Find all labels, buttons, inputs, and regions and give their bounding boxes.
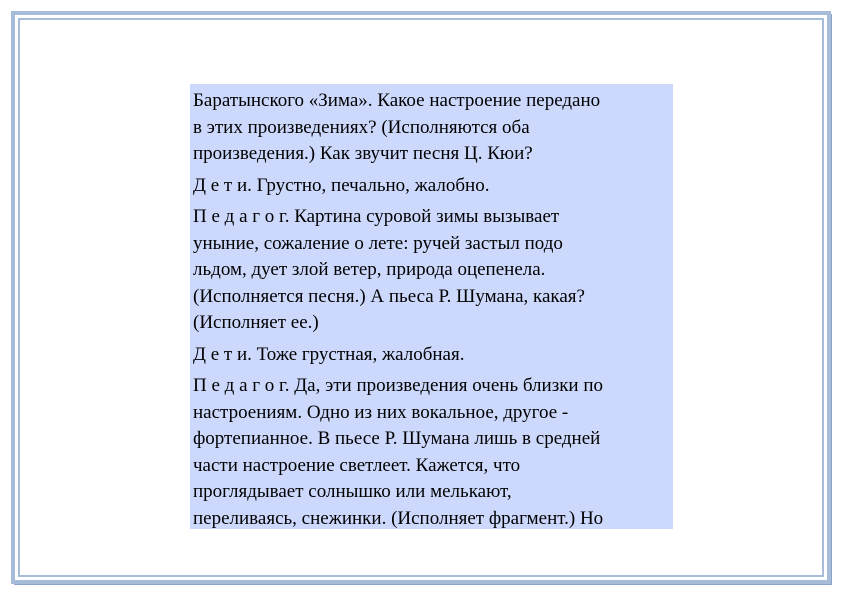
paragraph-children-reply-1: [193, 173, 669, 200]
text-line: П е д а г о г. Картина суровой зимы вызывает: [193, 206, 560, 227]
text-line: П е д а г о г. Да, эти произведения очень близки по: [193, 375, 604, 396]
paragraph-children-reply-2: [193, 342, 669, 369]
text-line: в этих произведениях? (Исполняются оба: [193, 116, 530, 138]
text-line: фортепианное. В пьесе Р. Шумана лишь в средней: [193, 428, 601, 449]
text-line: части настроение светлеет. Кажется, что: [193, 454, 521, 476]
text-line: переливаясь, снежинки. (Исполняет фрагмент.) Но: [193, 507, 604, 529]
paragraph-question: [193, 88, 669, 168]
text-line: настроениям. Одно из них вокальное, другое -: [193, 401, 569, 423]
text-line: льдом, дует злой ветер, природа оцепенела.: [193, 259, 546, 280]
text-line: Д е т и. Тоже грустная, жалобная.: [193, 343, 465, 365]
paragraph-teacher-2: [193, 373, 669, 532]
text-line: Баратынского «Зима». Какое настроение передано: [193, 90, 601, 111]
text-line: проглядывает солнышко или мелькают,: [193, 481, 512, 502]
text-line: (Исполняет ее.): [193, 312, 319, 333]
text-line: (Исполняется песня.) А пьеса Р. Шумана, какая?: [193, 285, 585, 307]
text-box: [190, 84, 673, 529]
paragraph-teacher-1: [193, 204, 669, 337]
text-line: произведения.) Как звучит песня Ц. Кюи?: [193, 143, 533, 164]
text-line: Д е т и. Грустно, печально, жалобно.: [193, 174, 490, 196]
text-line: уныние, сожаление о лете: ручей застыл подо: [193, 232, 563, 254]
